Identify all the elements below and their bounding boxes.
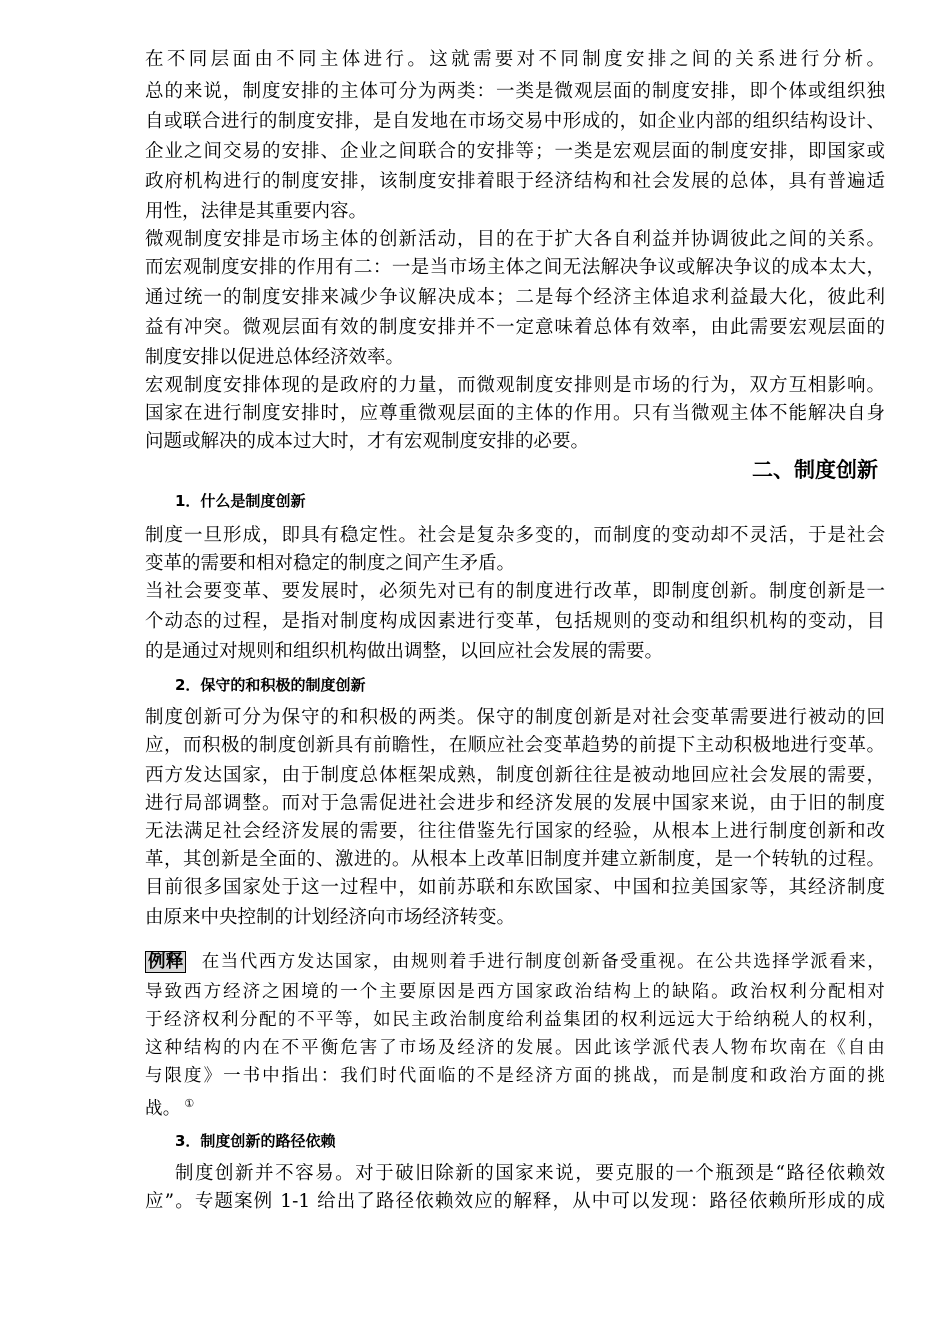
- paragraph-line: 变革的需要和相对稳定的制度之间产生矛盾。: [145, 553, 516, 574]
- example-first-line: [145, 950, 885, 978]
- subsection-title: 3．制度创新的路径依赖: [175, 1132, 336, 1150]
- paragraph-line: 与限度》一书中指出：我们时代面临的不是经济方面的挑战，而是制度和政治方面的挑: [145, 1066, 885, 1086]
- paragraph-line: 制度创新可分为保守的和积极的两类。保守的制度创新是对社会变革需要进行被动的回: [145, 707, 885, 728]
- paragraph-line: 在不同层面由不同主体进行。这就需要对不同制度安排之间的关系进行分析。: [145, 49, 885, 70]
- paragraph-line: 用性，法律是其重要内容。: [145, 201, 368, 222]
- example-tag: 例释: [145, 951, 186, 973]
- paragraph-line: 政府机构进行的制度安排，该制度安排着眼于经济结构和社会发展的总体，具有普遍适: [145, 171, 885, 192]
- paragraph-line: 通过统一的制度安排来减少争议解决成本；二是每个经济主体追求利益最大化，彼此利: [145, 287, 885, 308]
- paragraph-line: 制度创新并不容易。对于破旧除新的国家来说，要克服的一个瓶颈是“路径依赖效: [175, 1163, 885, 1184]
- paragraph-line: 的是通过对规则和组织机构做出调整，以回应社会发展的需要。: [145, 641, 664, 662]
- paragraph-line: 由原来中央控制的计划经济向市场经济转变。: [145, 907, 516, 928]
- subsection-title: 2．保守的和积极的制度创新: [175, 676, 366, 694]
- paragraph-line: 益有冲突。微观层面有效的制度安排并不一定意味着总体有效率，由此需要宏观层面的: [145, 317, 885, 338]
- paragraph-line: 自或联合进行的制度安排，是自发地在市场交易中形成的，如企业内部的组织结构设计、: [145, 111, 885, 132]
- paragraph-line: 宏观制度安排体现的是政府的力量，而微观制度安排则是市场的行为，双方互相影响。: [145, 375, 885, 396]
- paragraph-line: 目前很多国家处于这一过程中，如前苏联和东欧国家、中国和拉美国家等，其经济制度: [145, 877, 885, 898]
- subsection-title: 1．什么是制度创新: [175, 492, 306, 510]
- paragraph-line: 制度一旦形成，即具有稳定性。社会是复杂多变的，而制度的变动却不灵活，于是社会: [145, 525, 885, 546]
- paragraph-line: 国家在进行制度安排时，应尊重微观层面的主体的作用。只有当微观主体不能解决自身: [145, 403, 885, 424]
- paragraph-line: 这种结构的内在不平衡危害了市场及经济的发展。因此该学派代表人物布坎南在《自由: [145, 1038, 885, 1058]
- paragraph-line: 总的来说，制度安排的主体可分为两类：一类是微观层面的制度安排，即个体或组织独: [145, 81, 885, 102]
- section-heading: 二、制度创新: [752, 458, 878, 482]
- paragraph-line: 进行局部调整。而对于急需促进社会进步和经济发展的发展中国家来说，由于旧的制度: [145, 793, 885, 814]
- paragraph-line: 制度安排以促进总体经济效率。: [145, 347, 405, 368]
- paragraph-line: 问题或解决的成本过大时，才有宏观制度安排的必要。: [145, 431, 590, 452]
- paragraph-line: 于经济权利分配的不平等，如民主政治制度给利益集团的权利远远大于给纳税人的权利，: [145, 1010, 885, 1030]
- example-last-text: 战。: [145, 1098, 181, 1119]
- paragraph-line: [145, 1092, 885, 1120]
- paragraph-line: 而宏观制度安排的作用有二：一是当市场主体之间无法解决争议或解决争议的成本太大，: [145, 257, 885, 278]
- footnote-marker[interactable]: ①: [184, 1097, 195, 1110]
- paragraph-line: 个动态的过程，是指对制度构成因素进行变革，包括规则的变动和组织机构的变动，目: [145, 611, 885, 632]
- paragraph-line: 当社会要变革、要发展时，必须先对已有的制度进行改革，即制度创新。制度创新是一: [145, 581, 885, 602]
- paragraph-line: 革，其创新是全面的、激进的。从根本上改革旧制度并建立新制度，是一个转轨的过程。: [145, 849, 885, 870]
- paragraph-line: 导致西方经济之困境的一个主要原因是西方国家政治结构上的缺陷。政治权利分配相对: [145, 982, 885, 1002]
- paragraph-line: 应，而积极的制度创新具有前瞻性，在顺应社会变革趋势的前提下主动积极地进行变革。: [145, 735, 885, 756]
- example-text: 在当代西方发达国家，由规则着手进行制度创新备受重视。在公共选择学派看来，: [200, 952, 885, 972]
- paragraph-line: 无法满足社会经济发展的需要，往往借鉴先行国家的经验，从根本上进行制度创新和改: [145, 821, 885, 842]
- paragraph-line: 微观制度安排是市场主体的创新活动，目的在于扩大各自利益并协调彼此之间的关系。: [145, 229, 885, 250]
- paragraph-line: 应”。专题案例 1-1 给出了路径依赖效应的解释，从中可以发现：路径依赖所形成的成: [145, 1191, 885, 1212]
- paragraph-line: 企业之间交易的安排、企业之间联合的安排等；一类是宏观层面的制度安排，即国家或: [145, 141, 885, 162]
- paragraph-line: 西方发达国家，由于制度总体框架成熟，制度创新往往是被动地回应社会发展的需要，: [145, 765, 885, 786]
